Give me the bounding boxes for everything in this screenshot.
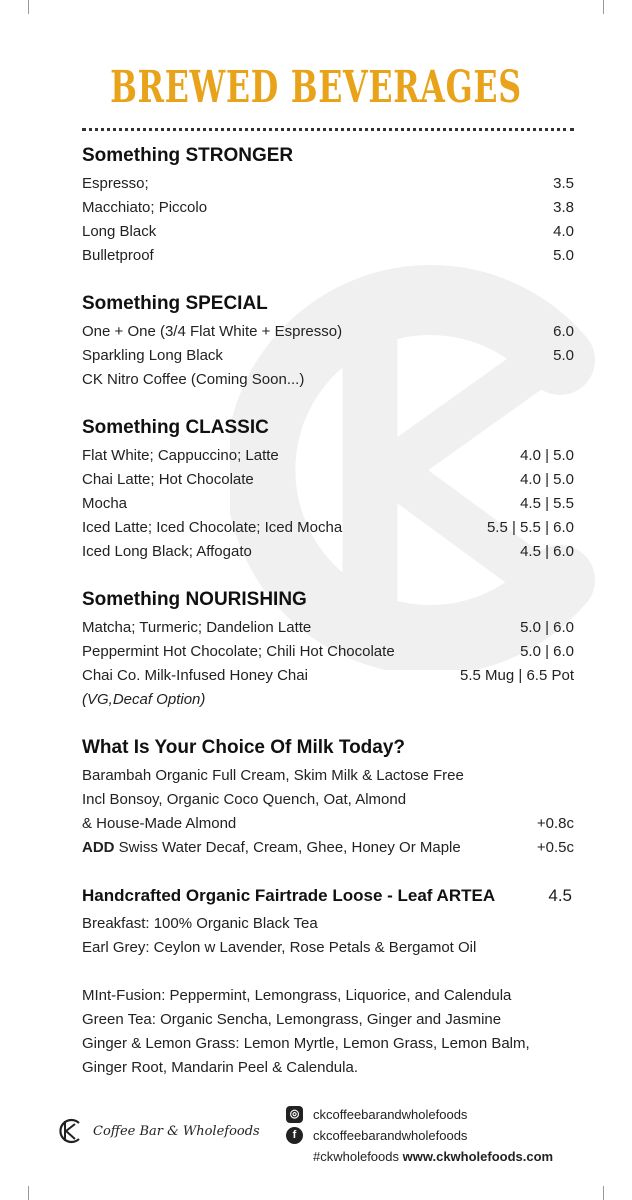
menu-item (82, 516, 574, 540)
facebook-icon: f (286, 1127, 303, 1144)
menu-item (82, 664, 574, 688)
item-name: Espresso; (82, 175, 149, 192)
website-link[interactable]: www.ckwholefoods.com (402, 1149, 554, 1164)
item-name: Macchiato; Piccolo (82, 199, 208, 216)
item-name: Chai Co. Milk-Infused Honey Chai (82, 667, 308, 684)
item-price: +0.5c (536, 839, 574, 856)
item-name: Iced Long Black; Affogato (82, 543, 252, 560)
dotted-divider (82, 128, 574, 131)
item-price: 4.0 (553, 223, 574, 240)
tea-line: MInt-Fusion: Peppermint, Lemongrass, Liquorice, and Calendula (82, 987, 512, 1004)
crop-mark (603, 0, 604, 14)
menu-item (82, 344, 574, 368)
facebook-link[interactable] (286, 1125, 553, 1146)
item-price: 3.8 (553, 199, 574, 216)
item-price: +0.8c (536, 815, 574, 832)
item-name: Matcha; Turmeric; Dandelion Latte (82, 619, 312, 636)
section-title: Handcrafted Organic Fairtrade Loose - Leaf ARTEA (82, 886, 496, 905)
item-price: 3.5 (553, 175, 574, 192)
instagram-handle: ckcoffeebarandwholefoods (313, 1107, 468, 1122)
item-price: 5.0 (553, 247, 574, 264)
item-name: Flat White; Cappuccino; Latte (82, 447, 279, 464)
menu-item (82, 616, 574, 640)
section-classic (82, 416, 574, 564)
tea-line: Ginger Root, Mandarin Peel & Calendula. (82, 1059, 358, 1076)
item-price: 4.0 | 5.0 (520, 471, 574, 488)
item-name: One + One (3/4 Flat White + Espresso) (82, 323, 343, 340)
section-title: Something STRONGER (82, 145, 294, 166)
item-price: 4.0 | 5.0 (520, 447, 574, 464)
crop-mark (28, 1186, 29, 1200)
item-price: 5.5 | 5.5 | 6.0 (486, 519, 574, 536)
item-price: 4.5 (548, 886, 572, 905)
milk-line: Barambah Organic Full Cream, Skim Milk & Lactose Free (82, 767, 464, 784)
menu-item (82, 220, 574, 244)
section-stronger (82, 144, 574, 268)
ck-logo-icon (55, 1116, 85, 1146)
menu-item (82, 444, 574, 468)
item-price: 5.5 Mug | 6.5 Pot (460, 667, 574, 684)
section-title: Something NOURISHING (82, 589, 307, 610)
tea-header (82, 884, 574, 912)
facebook-handle: ckcoffeebarandwholefoods (313, 1128, 468, 1143)
item-name: Sparkling Long Black (82, 347, 223, 364)
menu-item (82, 640, 574, 664)
section-special (82, 292, 574, 392)
item-price: 5.0 | 6.0 (520, 643, 574, 660)
item-name: CK Nitro Coffee (Coming Soon...) (82, 371, 305, 388)
item-name: Chai Latte; Hot Chocolate (82, 471, 254, 488)
milk-line: & House-Made Almond (82, 815, 237, 832)
tea-line: Breakfast: 100% Organic Black Tea (82, 915, 318, 932)
menu-item (82, 320, 574, 344)
crop-mark (28, 0, 29, 14)
menu-item (82, 812, 574, 836)
instagram-icon: ◎ (286, 1106, 303, 1123)
item-name: Mocha (82, 495, 128, 512)
menu-item (82, 196, 574, 220)
menu-content (82, 144, 574, 1080)
section-title: Something SPECIAL (82, 293, 268, 314)
hashtag: #ckwholefoods (313, 1149, 399, 1164)
section-nourishing (82, 588, 574, 712)
footer (0, 1100, 632, 1170)
menu-item (82, 244, 574, 268)
section-title: What Is Your Choice Of Milk Today? (82, 737, 406, 758)
item-name: Long Black (82, 223, 157, 240)
hashtag-website-line (286, 1146, 553, 1167)
social-links (286, 1104, 553, 1167)
menu-item (82, 540, 574, 564)
menu-item (82, 468, 574, 492)
addon-line (82, 836, 461, 860)
page-title: BREWED BEVERAGES (110, 62, 522, 113)
section-title: Something CLASSIC (82, 417, 269, 438)
item-name: Iced Latte; Iced Chocolate; Iced Mocha (82, 519, 343, 536)
brand-logo (55, 1116, 260, 1146)
item-price: 4.5 | 5.5 (520, 495, 574, 512)
menu-item (82, 492, 574, 516)
item-price: 5.0 | 6.0 (520, 619, 574, 636)
instagram-link[interactable] (286, 1104, 553, 1125)
crop-mark (603, 1186, 604, 1200)
menu-item (82, 172, 574, 196)
item-price: 4.5 | 6.0 (520, 543, 574, 560)
tea-line: Earl Grey: Ceylon w Lavender, Rose Petals & Bergamot Oil (82, 939, 477, 956)
item-price: 6.0 (553, 323, 574, 340)
dietary-note: (VG,Decaf Option) (82, 691, 206, 708)
brand-name: Coffee Bar & Wholefoods (93, 1123, 260, 1139)
section-milk (82, 736, 574, 860)
menu-item (82, 836, 574, 860)
item-price: 5.0 (553, 347, 574, 364)
item-name: Bulletproof (82, 247, 154, 264)
addon-text: Swiss Water Decaf, Cream, Ghee, Honey Or Maple (114, 839, 461, 856)
tea-line: Green Tea: Organic Sencha, Lemongrass, Ginger and Jasmine (82, 1011, 502, 1028)
menu-item (82, 368, 574, 392)
add-label: ADD (82, 839, 115, 856)
tea-line: Ginger & Lemon Grass: Lemon Myrtle, Lemon Grass, Lemon Balm, (82, 1035, 530, 1052)
item-name: Peppermint Hot Chocolate; Chili Hot Chocolate (82, 643, 395, 660)
section-tea (82, 884, 574, 1080)
milk-line: Incl Bonsoy, Organic Coco Quench, Oat, Almond (82, 791, 407, 808)
